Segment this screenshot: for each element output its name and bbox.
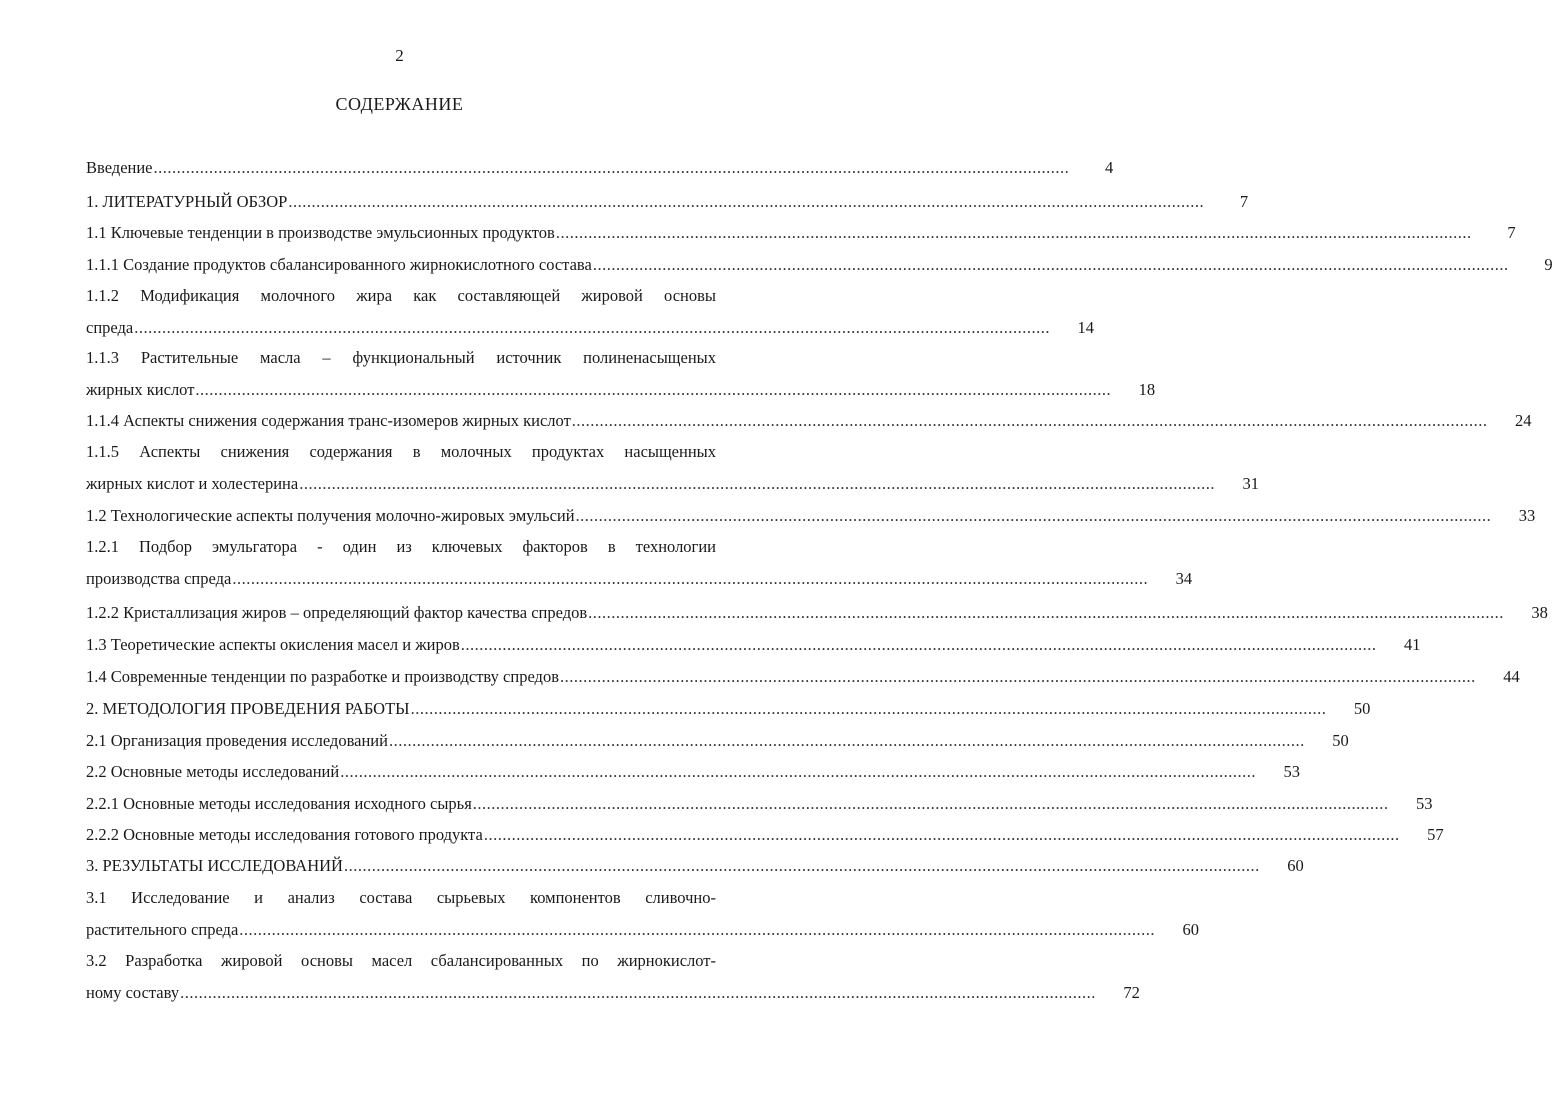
toc-entry-text: 3. РЕЗУЛЬТАТЫ ИССЛЕДОВАНИЙ xyxy=(86,856,343,875)
toc-entry-page: 57 xyxy=(1427,825,1444,844)
toc-entry-page: 4 xyxy=(1105,158,1114,177)
leader-dots: ...................................................................................................................................................................................................... xyxy=(180,983,1096,1002)
toc-entry-page: 60 xyxy=(1182,920,1200,939)
toc-entry-text-line-1: 1.1.2 Модификация молочного жира как составляющей жировой основы xyxy=(86,286,716,305)
toc-entry-chapter-3[interactable] xyxy=(86,856,1304,876)
toc-entry-1-2-1[interactable] xyxy=(86,537,1193,589)
leader-dots: ...................................................................................................................................................................................................... xyxy=(472,794,1389,813)
toc-entry-2-2[interactable] xyxy=(86,762,1300,782)
leader-dots: ...................................................................................................................................................................................................... xyxy=(575,506,1492,525)
toc-entry-text: 1.2.2 Кристаллизация жиров – определяющий фактор качества спредов xyxy=(86,603,588,622)
leader-dots: ...................................................................................................................................................................................................... xyxy=(340,762,1256,781)
toc-entry-page: 41 xyxy=(1404,635,1421,654)
toc-entry-text: 2.2.1 Основные методы исследования исходного сырья xyxy=(86,794,472,813)
toc-entry-text-line-1: 1.1.3 Растительные масла – функциональный источник полиненасыщеных xyxy=(86,348,716,367)
toc-entry-page: 34 xyxy=(1175,569,1193,588)
toc-entry-page: 7 xyxy=(1507,223,1516,242)
toc-entry-page: 24 xyxy=(1515,411,1532,430)
leader-dots: ...................................................................................................................................................................................................... xyxy=(592,255,1509,274)
toc-entry-text-line-1: 3.2 Разработка жировой основы масел сбалансированных по жирнокислот- xyxy=(86,951,716,970)
toc-entry-page: 9 xyxy=(1544,255,1553,274)
toc-entry-text-line-2: производства спреда xyxy=(86,569,232,588)
toc-entry-introduction[interactable] xyxy=(86,158,1114,178)
toc-entry-page: 38 xyxy=(1531,603,1548,622)
toc-entry-page: 72 xyxy=(1123,983,1140,1002)
leader-dots: ...................................................................................................................................................................................................... xyxy=(232,569,1149,588)
leader-dots: ...................................................................................................................................................................................................... xyxy=(288,192,1205,211)
toc-entry-text-line-2: жирных кислот xyxy=(86,380,195,399)
toc-entry-text: 2.2 Основные методы исследований xyxy=(86,762,340,781)
toc-entry-text: 1.2 Технологические аспекты получения молочно-жировых эмульсий xyxy=(86,506,575,525)
toc-entry-1-1-5[interactable] xyxy=(86,442,1259,494)
leader-dots: ...................................................................................................................................................................................................... xyxy=(195,380,1112,399)
toc-entry-chapter-2[interactable] xyxy=(86,699,1371,719)
toc-entry-text: 2.2.2 Основные методы исследования готового продукта xyxy=(86,825,483,844)
toc-entry-page: 60 xyxy=(1287,856,1304,875)
toc-entry-text-line-2: растительного спреда xyxy=(86,920,239,939)
toc-entry-text-line-2: ному составу xyxy=(86,983,180,1002)
toc-entry-text: 1.4 Современные тенденции по разработке и производству спредов xyxy=(86,667,559,686)
leader-dots: ...................................................................................................................................................................................................... xyxy=(483,825,1400,844)
leader-dots: ...................................................................................................................................................................................................... xyxy=(343,856,1260,875)
toc-entry-page: 44 xyxy=(1503,667,1520,686)
leader-dots: ...................................................................................................................................................................................................... xyxy=(559,667,1476,686)
toc-entry-2-2-1[interactable] xyxy=(86,794,1433,814)
leader-dots: ...................................................................................................................................................................................................... xyxy=(134,318,1050,337)
toc-entry-page: 33 xyxy=(1518,506,1536,525)
leader-dots: ...................................................................................................................................................................................................... xyxy=(153,158,1070,177)
toc-entry-chapter-1[interactable] xyxy=(86,192,1249,212)
toc-entry-text: 1. ЛИТЕРАТУРНЫЙ ОБЗОР xyxy=(86,192,288,211)
toc-entry-page: 7 xyxy=(1239,192,1249,211)
page-number: 2 xyxy=(395,46,404,65)
toc-entry-text-line-1: 1.2.1 Подбор эмульгатора - один из ключевых факторов в технологии xyxy=(86,537,716,556)
toc-entry-1-2-2[interactable] xyxy=(86,603,1548,623)
toc-entry-page: 50 xyxy=(1332,731,1349,750)
toc-entry-page: 14 xyxy=(1077,318,1094,337)
toc-entry-1-1-1[interactable] xyxy=(86,255,1553,275)
toc-entry-page: 53 xyxy=(1283,762,1300,781)
toc-entry-text-line-1: 1.1.5 Аспекты снижения содержания в молочных продуктах насыщенных xyxy=(86,442,716,461)
toc-entry-2-2-2[interactable] xyxy=(86,825,1444,845)
toc-entry-text: 1.1.1 Создание продуктов сбалансированного жирнокислотного состава xyxy=(86,255,592,274)
leader-dots: ...................................................................................................................................................................................................... xyxy=(410,699,1327,718)
toc-entry-2-1[interactable] xyxy=(86,731,1349,751)
toc-entry-3-1[interactable] xyxy=(86,888,1200,940)
toc-entry-1-2[interactable] xyxy=(86,506,1536,526)
toc-entry-3-2[interactable] xyxy=(86,951,1140,1003)
leader-dots: ...................................................................................................................................................................................................... xyxy=(555,223,1472,242)
toc-entry-page: 18 xyxy=(1138,380,1156,399)
leader-dots: ...................................................................................................................................................................................................... xyxy=(460,635,1377,654)
toc-entry-1-3[interactable] xyxy=(86,635,1421,655)
toc-entry-text: Введение xyxy=(86,158,153,177)
toc-entry-1-1-4[interactable] xyxy=(86,411,1532,431)
toc-entry-1-1[interactable] xyxy=(86,223,1516,243)
toc-entry-text: 1.1 Ключевые тенденции в производстве эмульсионных продуктов xyxy=(86,223,555,242)
toc-entry-text-line-2: жирных кислот и холестерина xyxy=(86,474,299,493)
toc-entry-text: 2.1 Организация проведения исследований xyxy=(86,731,388,750)
toc-entry-text: 2. МЕТОДОЛОГИЯ ПРОВЕДЕНИЯ РАБОТЫ xyxy=(86,699,410,718)
toc-entry-text: 1.1.4 Аспекты снижения содержания транс-изомеров жирных кислот xyxy=(86,411,571,430)
leader-dots: ...................................................................................................................................................................................................... xyxy=(239,920,1156,939)
leader-dots: ...................................................................................................................................................................................................... xyxy=(571,411,1488,430)
leader-dots: ...................................................................................................................................................................................................... xyxy=(588,603,1504,622)
toc-entry-1-4[interactable] xyxy=(86,667,1520,687)
leader-dots: ...................................................................................................................................................................................................... xyxy=(299,474,1215,493)
toc-title: СОДЕРЖАНИЕ xyxy=(335,94,464,114)
toc-entry-page: 53 xyxy=(1416,794,1433,813)
toc-entry-page: 50 xyxy=(1353,699,1371,718)
toc-entry-text-line-2: спреда xyxy=(86,318,134,337)
toc-entry-page: 31 xyxy=(1242,474,1259,493)
toc-entry-text-line-1: 3.1 Исследование и анализ состава сырьевых компонентов сливочно- xyxy=(86,888,716,907)
toc-entry-1-1-2[interactable] xyxy=(86,286,1094,338)
toc-entry-text: 1.3 Теоретические аспекты окисления масел и жиров xyxy=(86,635,460,654)
leader-dots: ...................................................................................................................................................................................................... xyxy=(388,731,1305,750)
toc-entry-1-1-3[interactable] xyxy=(86,348,1156,400)
